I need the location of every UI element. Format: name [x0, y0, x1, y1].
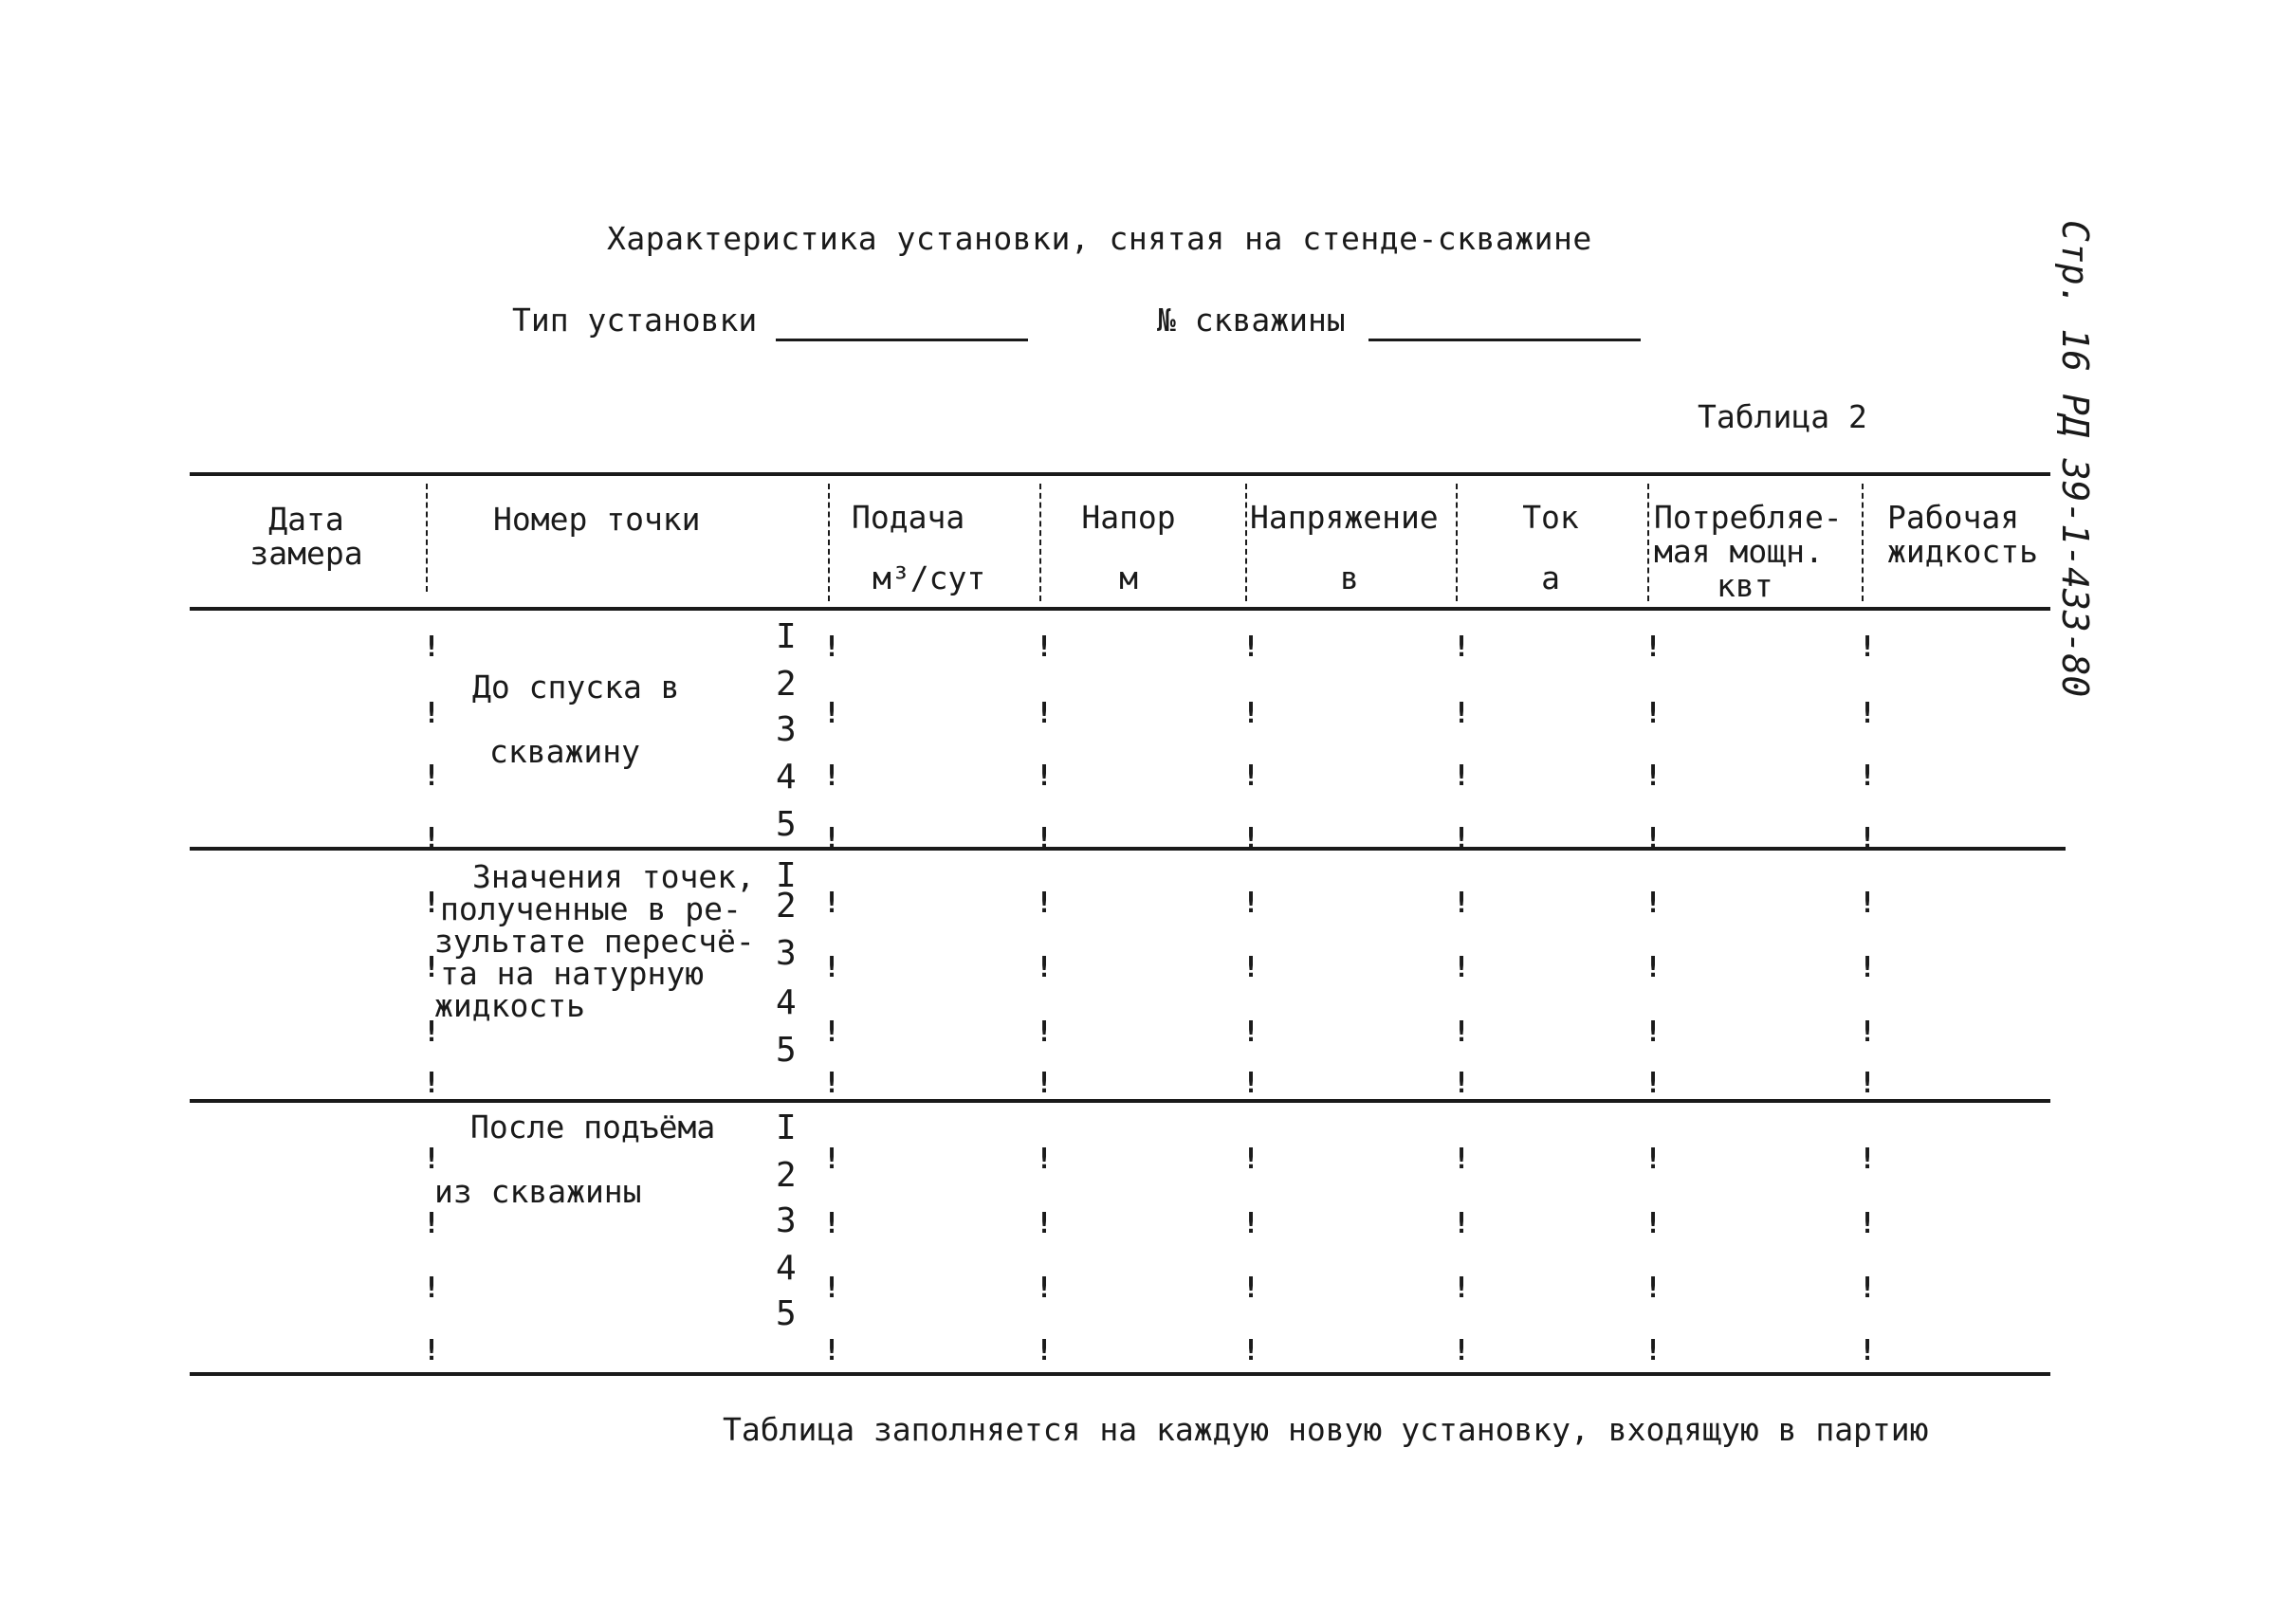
column-separator-mark: !: [1036, 822, 1054, 855]
point-number: 3: [776, 934, 797, 973]
column-separator-mark: !: [1036, 887, 1054, 920]
column-separator-mark: !: [823, 631, 841, 664]
column-separator-mark: !: [1242, 1067, 1260, 1100]
column-separator-mark: !: [823, 951, 841, 984]
column-separator-mark: !: [823, 1067, 841, 1100]
column-separator-mark: !: [1859, 1067, 1877, 1100]
column-separator-mark: !: [823, 1272, 841, 1305]
group-label: До спуска в скважину: [472, 669, 680, 770]
side-page-label: Стр. 16 РД 39-1-433-80: [2054, 220, 2096, 698]
column-separator-mark: !: [1453, 697, 1471, 730]
header-divider: [1245, 484, 1247, 601]
point-number: I: [776, 856, 797, 895]
well-number-label: № скважины: [1157, 302, 1346, 339]
column-separator-mark: !: [1859, 1334, 1877, 1367]
column-separator-mark: !: [1036, 951, 1054, 984]
column-separator-mark: !: [423, 822, 441, 855]
column-separator-mark: !: [1644, 1143, 1662, 1176]
column-separator-mark: !: [1859, 760, 1877, 793]
point-number: I: [776, 617, 797, 656]
column-separator-mark: !: [823, 1334, 841, 1367]
header-divider: [1456, 484, 1458, 601]
table-footnote: Таблица заполняется на каждую новую установку, входящую в партию: [723, 1411, 1929, 1448]
column-separator-mark: !: [1453, 887, 1471, 920]
column-separator-mark: !: [423, 760, 441, 793]
header-date: Дата замера: [249, 501, 363, 572]
column-separator-mark: !: [1036, 1067, 1054, 1100]
page-title: Характеристика установки, снятая на стенде-скважине: [607, 220, 1592, 257]
column-separator-mark: !: [1453, 760, 1471, 793]
column-separator-mark: !: [1859, 822, 1877, 855]
point-number: 5: [776, 1294, 797, 1333]
header-point-number: Номер точки: [493, 501, 701, 538]
point-number: 4: [776, 1249, 797, 1288]
column-separator-mark: !: [1036, 760, 1054, 793]
column-separator-mark: !: [1453, 1272, 1471, 1305]
column-separator-mark: !: [423, 631, 441, 664]
header-power: Потребляе- мая мощн. квт: [1654, 499, 1843, 604]
point-number: 3: [776, 710, 797, 749]
column-separator-mark: !: [823, 1207, 841, 1240]
header-divider: [1647, 484, 1649, 601]
column-separator-mark: !: [423, 1067, 441, 1100]
column-separator-mark: !: [1453, 1207, 1471, 1240]
column-separator-mark: !: [1644, 822, 1662, 855]
column-separator-mark: !: [1644, 631, 1662, 664]
column-separator-mark: !: [1859, 951, 1877, 984]
point-number: 5: [776, 805, 797, 844]
header-divider: [828, 484, 830, 601]
point-number: 4: [776, 758, 797, 797]
group-label: Значения точек, полученные в ре- зультате пересчё- та на натурную жидкость: [434, 858, 756, 1024]
header-current: Ток а: [1522, 499, 1579, 596]
group-1-bottom-rule: [190, 847, 2066, 851]
column-separator-mark: !: [1859, 631, 1877, 664]
column-separator-mark: !: [1242, 1272, 1260, 1305]
column-separator-mark: !: [1453, 1067, 1471, 1100]
header-bottom-rule: [190, 607, 2050, 611]
column-separator-mark: !: [1644, 951, 1662, 984]
header-working-fluid: Рабочая жидкость: [1887, 499, 2038, 570]
column-separator-mark: !: [1859, 1143, 1877, 1176]
column-separator-mark: !: [1644, 760, 1662, 793]
column-separator-mark: !: [1644, 1334, 1662, 1367]
column-separator-mark: !: [823, 1016, 841, 1049]
header-flow: Подача м³/сут: [852, 499, 986, 596]
group-2-bottom-rule: [190, 1099, 2050, 1103]
column-separator-mark: !: [1453, 951, 1471, 984]
column-separator-mark: !: [823, 697, 841, 730]
column-separator-mark: !: [1242, 760, 1260, 793]
column-separator-mark: !: [1242, 1143, 1260, 1176]
column-separator-mark: !: [1036, 1016, 1054, 1049]
column-separator-mark: !: [1036, 1143, 1054, 1176]
header-divider: [1039, 484, 1041, 601]
point-number: 5: [776, 1031, 797, 1070]
point-number: I: [776, 1109, 797, 1147]
column-separator-mark: !: [1242, 822, 1260, 855]
column-separator-mark: !: [1036, 1207, 1054, 1240]
column-separator-mark: !: [1859, 1272, 1877, 1305]
column-separator-mark: !: [1859, 887, 1877, 920]
column-separator-mark: !: [1453, 631, 1471, 664]
column-separator-mark: !: [1644, 887, 1662, 920]
header-voltage: Напряжение в: [1250, 499, 1439, 596]
column-separator-mark: !: [1644, 697, 1662, 730]
column-separator-mark: !: [1036, 697, 1054, 730]
column-separator-mark: !: [1859, 1016, 1877, 1049]
column-separator-mark: !: [1242, 1207, 1260, 1240]
column-separator-mark: !: [1242, 697, 1260, 730]
column-separator-mark: !: [1242, 631, 1260, 664]
table-number: Таблица 2: [1698, 398, 1867, 435]
well-number-blank[interactable]: [1368, 339, 1641, 341]
point-number: 4: [776, 983, 797, 1022]
column-separator-mark: !: [1644, 1016, 1662, 1049]
column-separator-mark: !: [823, 822, 841, 855]
column-separator-mark: !: [423, 1143, 441, 1176]
column-separator-mark: !: [1036, 631, 1054, 664]
column-separator-mark: !: [1453, 822, 1471, 855]
column-separator-mark: !: [1242, 1334, 1260, 1367]
column-separator-mark: !: [823, 1143, 841, 1176]
column-separator-mark: !: [1242, 887, 1260, 920]
group-label: После подъёма из скважины: [434, 1109, 716, 1210]
table-bottom-rule: [190, 1372, 2050, 1376]
column-separator-mark: !: [823, 887, 841, 920]
column-separator-mark: !: [423, 887, 441, 920]
column-separator-mark: !: [1644, 1207, 1662, 1240]
column-separator-mark: !: [1859, 1207, 1877, 1240]
column-separator-mark: !: [1644, 1067, 1662, 1100]
point-number: 2: [776, 887, 797, 926]
header-divider: [1862, 484, 1864, 601]
column-separator-mark: !: [423, 1272, 441, 1305]
column-separator-mark: !: [1036, 1272, 1054, 1305]
column-separator-mark: !: [1036, 1334, 1054, 1367]
column-separator-mark: !: [1242, 1016, 1260, 1049]
installation-type-label: Тип установки: [512, 302, 758, 339]
column-separator-mark: !: [423, 1016, 441, 1049]
column-separator-mark: !: [423, 697, 441, 730]
table-top-rule: [190, 472, 2050, 476]
column-separator-mark: !: [823, 760, 841, 793]
column-separator-mark: !: [423, 1207, 441, 1240]
header-divider: [426, 484, 428, 592]
column-separator-mark: !: [1453, 1334, 1471, 1367]
column-separator-mark: !: [423, 1334, 441, 1367]
installation-type-blank[interactable]: [776, 339, 1028, 341]
column-separator-mark: !: [1859, 697, 1877, 730]
point-number: 3: [776, 1201, 797, 1240]
column-separator-mark: !: [1453, 1016, 1471, 1049]
column-separator-mark: !: [1242, 951, 1260, 984]
point-number: 2: [776, 1156, 797, 1195]
column-separator-mark: !: [1453, 1143, 1471, 1176]
header-head: Напор м: [1081, 499, 1176, 596]
point-number: 2: [776, 665, 797, 704]
column-separator-mark: !: [423, 951, 441, 984]
column-separator-mark: !: [1644, 1272, 1662, 1305]
